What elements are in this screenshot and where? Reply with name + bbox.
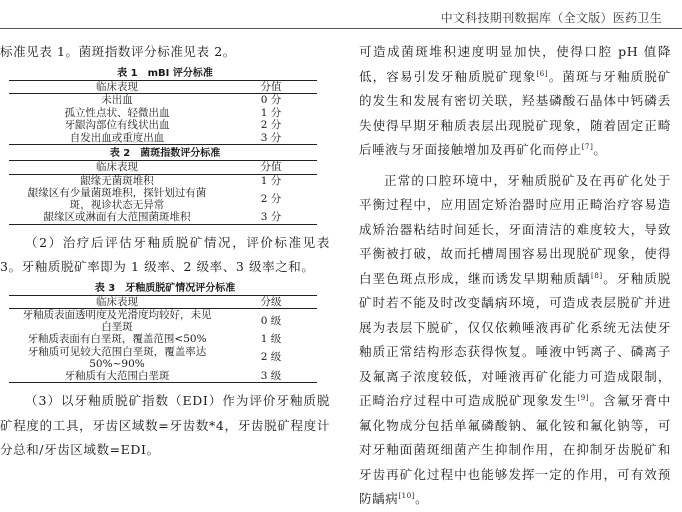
- table-cell: 0 级: [260, 314, 282, 327]
- table1-header-score: 分值: [260, 80, 282, 93]
- left-column: [0, 40, 330, 463]
- table-row: [9, 333, 317, 346]
- table2-caption: 表 2 菌斑指数评分标准: [109, 148, 221, 159]
- para-edi: （3）以牙釉质脱矿指数（EDI）作为评价牙釉质脱矿程度的工具，牙齿区域数=牙齿数*4，牙齿脱矿程度计分总和/牙齿区域数=EDI。: [0, 393, 330, 457]
- table-row: [9, 119, 317, 132]
- table-cell: 龈缘区或淋面有大范围菌斑堆积: [43, 211, 191, 223]
- table-row: [9, 132, 317, 145]
- text-run: 。牙釉质脱矿时若不能及时改变龋病环境，可造成表层脱矿并进展为表层下脱矿，仅仅依赖唾液再矿化系统无法使牙釉质正常结构形态获得恢复。唾液中钙离子、磷离子及氟离子浓度较低，对唾液再矿化能力可造成限制，正畸治疗过程中可造成脱矿现象发生: [359, 270, 671, 408]
- table3-header-grade: 分级: [260, 295, 282, 308]
- table-cell: 1 分: [260, 174, 282, 187]
- table-row: [9, 211, 317, 224]
- table2: [9, 160, 317, 225]
- table-cell: 0 分: [260, 94, 282, 106]
- table-cell: 孤立性点状、轻微出血: [64, 106, 170, 119]
- citation-6: [6]: [536, 69, 549, 78]
- table-cell: 牙釉质可见较大范围白垩斑，覆盖率达 50%~90%: [27, 345, 207, 370]
- text-run: 。菌斑与牙釉质脱矿的发生和发展有密切关联，羟基磷酸石晶体中钙磷丢失使得早期牙釉质表层出现脱矿现象，随着固定正畸后唾液与牙面接触增加及再矿化而停止: [359, 68, 671, 157]
- citation-7: [7]: [581, 142, 594, 151]
- header-rule: [0, 28, 682, 29]
- table-cell: 3 级: [260, 369, 282, 382]
- text-run: 可造成菌斑堆积速度明显加快，使得口腔 pH 值降低，容易引发牙釉质脱矿现象: [359, 44, 671, 84]
- table-cell: 牙釉质有大范围白垩斑: [64, 369, 170, 382]
- table-cell: 牙釉质表面透明度及光滑度均较好，未见白垩斑: [22, 309, 212, 333]
- table-cell: 牙龈沟部位有线状出血: [64, 119, 170, 131]
- journal-header: 中文科技期刊数据库（全文版）医药卫生: [440, 11, 662, 25]
- citation-10: [10]: [398, 491, 416, 500]
- table1-header-clinical: 临床表现: [96, 80, 138, 93]
- table-cell: 2 分: [260, 192, 282, 205]
- table1-caption: 表 1 mBI 评分标准: [117, 67, 213, 79]
- table3-header-clinical: 临床表现: [96, 295, 138, 308]
- table-row: [9, 370, 317, 383]
- table3-caption: 表 3 牙釉质脱矿情况评分标准: [94, 282, 236, 294]
- citation-9: [9]: [577, 393, 590, 402]
- para-oral-environment: [359, 169, 671, 512]
- table-cell: 龈缘区有少量菌斑堆积，探针划过有菌斑，视诊状态无异常: [27, 187, 207, 211]
- para-plaque: [359, 40, 671, 163]
- table-row: [9, 94, 317, 107]
- table-cell: 3 分: [260, 131, 282, 144]
- table2-header-score: 分值: [260, 161, 282, 173]
- right-column: [359, 40, 671, 512]
- table-cell: 1 级: [260, 333, 282, 345]
- table-cell: 未出血: [101, 94, 133, 106]
- table-row: [9, 309, 317, 334]
- text-run: 。: [593, 142, 607, 157]
- table3: [9, 295, 317, 384]
- table-cell: 2 分: [260, 119, 282, 131]
- table-cell: 牙釉质表面有白垩斑，覆盖范围<50%: [27, 333, 207, 345]
- table-row: [9, 107, 317, 120]
- para-evaluation: （2）治疗后评估牙釉质脱矿情况，评价标准见表 3。牙釉质脱矿率即为 1 级率、2 级率、3 级率之和。: [0, 234, 330, 274]
- table2-header-clinical: 临床表现: [96, 161, 138, 173]
- text-run: 正常的口腔环境中，牙釉质脱矿及在再矿化处于平衡过程中，应用固定矫治器时应用正畸治疗容易造成矫治器粘结时间延长，牙面清洁的难度较大，导致平衡被打破，故而托槽周围容易出现脱矿现象，使得白垩色斑点形成，继而诱发早期釉质龋: [359, 172, 671, 286]
- table-row: [9, 174, 317, 187]
- table1: [9, 80, 317, 146]
- table-cell: 龈缘无菌斑堆积: [80, 174, 154, 187]
- table-row: [9, 187, 317, 211]
- table-cell: 3 分: [260, 211, 282, 223]
- table-cell: 自发出血或重度出血: [69, 131, 165, 144]
- table-cell: 2 级: [260, 351, 282, 364]
- table-cell: 1 分: [260, 106, 282, 119]
- text-run: 。含氟牙膏中氟化物成分包括单氟磷酸钠、氟化铵和氟化钠等，可对牙釉面菌斑细菌产生抑制作用，在抑制牙齿脱矿和牙齿再矿化过程中也能够发挥一定的作用，可有效预防龋病: [359, 393, 671, 506]
- citation-8: [8]: [591, 271, 603, 280]
- text-run: 。: [415, 491, 429, 506]
- table-row: [9, 346, 317, 370]
- intro-text: 标准见表 1。菌斑指数评分标准见表 2。: [0, 44, 236, 59]
